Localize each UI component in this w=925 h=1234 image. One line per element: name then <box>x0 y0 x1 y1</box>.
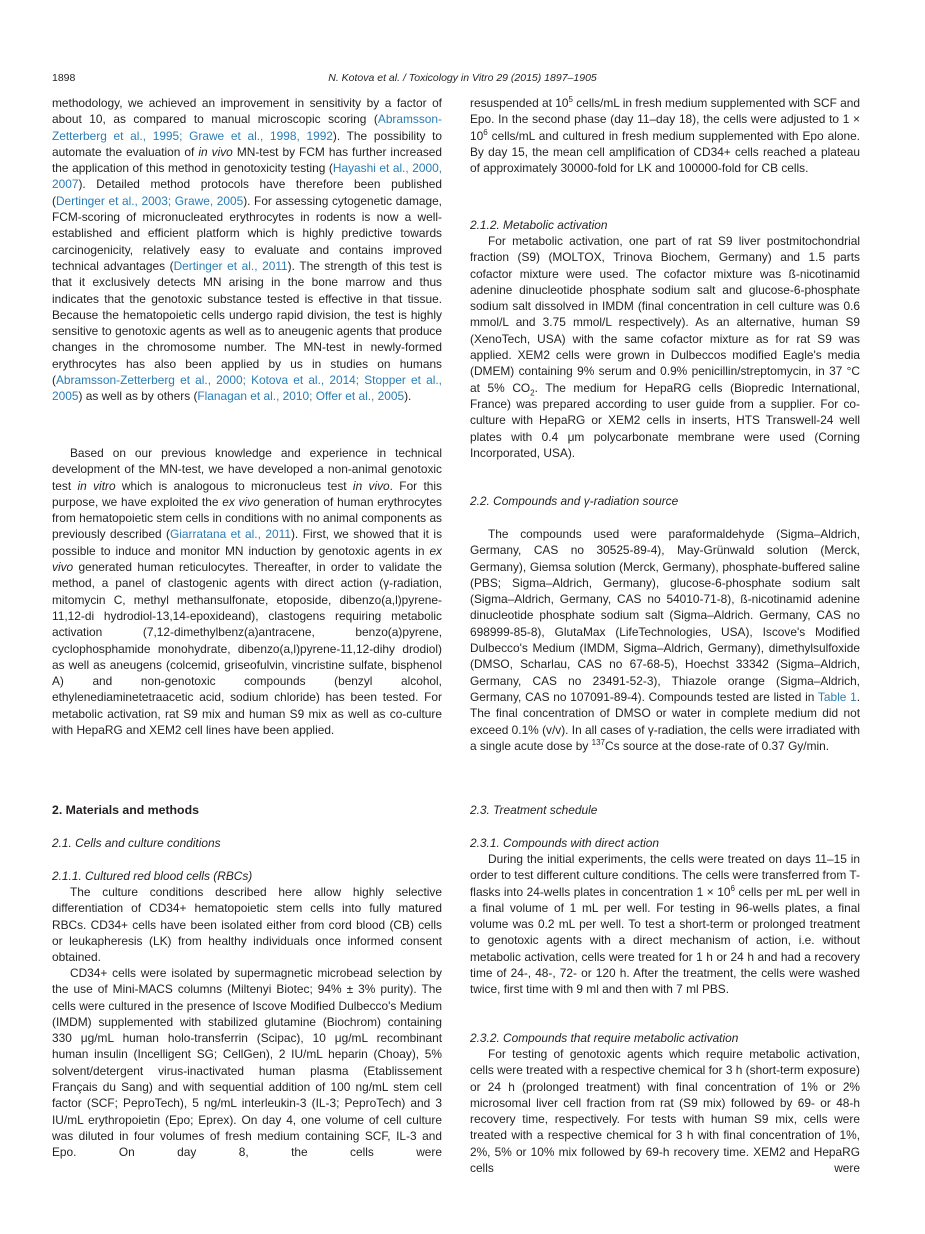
citation-link[interactable]: Dertinger et al., 2011 <box>173 258 288 273</box>
paragraph <box>470 851 860 998</box>
sup-text: 6 <box>483 127 488 137</box>
italic-text: in vivo <box>352 478 390 493</box>
subsubsection-heading: 2.3.1. Compounds with direct action <box>470 836 660 850</box>
text-run: ) as well as by others ( <box>78 389 198 404</box>
text-run: ). The strength of this test is that it exclusively detects MN arising in the bone marrow and thus indicates that the genotoxic substance tested is effective in that tissue. Because the hematopoietic cells undergo rapid division, the test is highly sensitive to genotoxic agents as well as to aneugenic agents that produce changes in the chromosome number. The MN-test in newly-formed erythrocytes has also been applied by us in studies on humans ( <box>52 258 442 388</box>
citation-link[interactable]: Abramsson-Zetterberg et al., 2000; Kotova et al., 2014; Stopper et al., 2005 <box>52 373 442 404</box>
paragraph <box>52 95 442 405</box>
text-run: Cs source at the dose-rate of 0.37 Gy/min. <box>605 738 830 753</box>
subsection-heading: 2.3. Treatment schedule <box>470 803 598 817</box>
text-run: ). The possibility to automate the evaluation of <box>52 128 442 159</box>
text-run: . For this purpose, we have exploited the <box>52 478 442 509</box>
paragraph <box>52 445 442 738</box>
citation-link[interactable]: Dertinger et al., 2003; Grawe, 2005 <box>55 193 244 208</box>
sup-text: 6 <box>730 883 735 893</box>
sup-text: 5 <box>568 95 573 105</box>
text-run: generation of human erythrocytes from hematopoietic stem cells in conditions with no animal components as previously described ( <box>52 494 442 542</box>
italic-text: ex vivo <box>52 543 442 575</box>
paragraph <box>470 1046 860 1176</box>
page-number: 1898 <box>52 72 76 84</box>
paragraph <box>470 526 860 754</box>
text-run: cells/mL and cultured in fresh medium supplemented with Epo alone. By day 15, the mean cell amplification of CD34+ cells reached a plateau of approximately 30000-fold for LK and 100000-fold for CB cells. <box>470 128 860 176</box>
text-run: which is analogous to micronucleus test <box>115 478 353 493</box>
citation-link[interactable]: Giarratana et al., 2011 <box>170 527 291 542</box>
text-run: . The medium for HepaRG cells (Biopredic International, France) was prepared according to user guide from a supplier. For co-culture with HepaRG or XEM2 cells in inserts, HTS Transwell-24 well plates with 0.4 μm polycarbonate membrane were used (Corning Incorporated, USA). <box>470 380 860 460</box>
text-run: The compounds used were paraformaldehyde (Sigma–Aldrich, Germany, CAS no 30525-89-4), May-Grünwald solution (Merck, Germany), Giemsa solution (Merck, Germany), phosphate-buffered saline (PBS; Sigma–Aldrich, Germany), glucose-6-phosphate sodium salt (Sigma–Aldrich, Germany, CAS no 54010-71-8), ß-nicotinamid adenine dinucleotide phosphate sodium salt (Sigma–Aldrich. Germany, CAS no 698999-85-8), GlutaMax (LifeTechnologies, USA), Iscove's Modified Dulbecco's Medium (IMDM, Sigma–Aldrich, Germany), dimethylsulfoxide (DMSO, Scharlau, CAS no 67-68-5), Hoechst 33342 (Sigma–Aldrich, Germany, CAS no 23491-52-3), Thiazole orange (Sigma–Aldrich, Germany, CAS no 107091-89-4). Compounds tested are listed in <box>470 527 860 704</box>
sup-text: 137 <box>591 737 605 747</box>
text-run: resuspended at 10 <box>470 96 569 110</box>
text-run: ). For assessing cytogenetic damage, FCM-scoring of micronucleated erythrocytes in rodents is now a well-established and efficient platform which is highly predictive towards carcinogenicity, relatively easy to evaluate and contains improved technical advantages ( <box>52 193 442 273</box>
text-run: CD34+ cells were isolated by supermagnetic microbead selection by the use of Mini-MACS columns (Miltenyi Biotec; 94% ± 3% purity). The cells were cultured in the presence of Iscove Modified Dulbecco's Medium (IMDM) supplemented with stabilized glutamine (Biochrom) containing 330 μg/mL human holo-transferrin (Scipac), 10 μg/mL recombinant human insulin (Incelligent SG; CellGen), 2 IU/mL heparin (Choay), 5% solvent/detergent virus-inactivated human plasma (Etablissement Français du Sang) and with sequential addition of 100 ng/mL stem cell factor (SCF; PeproTech), 5 ng/mL interleukin-3 (IL-3; PeproTech) and 3 IU/mL erythropoietin (Epo; Eprex). On day 4, one volume of cell culture was diluted in four volumes of fresh medium containing SCF, IL-3 and Epo. On day 8, the cells were <box>52 966 442 1160</box>
text-run: ). First, we showed that it is possible to induce and monitor MN induction by genotoxic agents in <box>52 527 443 558</box>
italic-text: in vitro <box>77 478 116 493</box>
paragraph <box>52 884 442 965</box>
subsection-heading: 2.1. Cells and culture conditions <box>52 836 221 850</box>
paragraph <box>470 233 860 461</box>
text-run: ). Detailed method protocols have therefore been published ( <box>52 177 442 208</box>
section-heading: 2. Materials and methods <box>52 803 199 817</box>
italic-text: ex vivo <box>222 494 260 509</box>
text-run: During the initial experiments, the cells were treated on days 11–15 in order to test different culture conditions. The cells were transferred from T-flasks into 24-wells plates in concentration 1 × 10 <box>470 852 860 899</box>
text-run: cells/mL in fresh medium supplemented with SCF and Epo. In the second phase (day 11–day 18), the cells were adjusted to 1 × 10 <box>470 96 861 143</box>
italic-text: in vivo <box>198 144 233 159</box>
text-run: generated human reticulocytes. Thereafter, in order to validate the method, a panel of clastogenic agents with direct action (γ-radiation, mitomycin C, methyl methansulfonate, etoposide, dibenzo(a,l)pyrene-11,12-di hydrodiol-13,14-epoxideand), clastogens requiring metabolic activation (7,12-dimethylbenz(a)antracene, benzo(a)pyrene, cyclophosphamide monohydrate, dibenzo(a,l)pyrene-11,12-dihy drodiol) as well as aneugens (colcemid, griseofulvin, vincristine sulfate, bisphenol A) and non-genotoxic compounds (benzyl alcohol, ethylenediaminetetraacetic acid, sodium chloride) has been tested. For metabolic activation, rat S9 mix and human S9 mix as well as co-culture with HepaRG and XEM2 cell lines have been applied. <box>52 560 442 738</box>
running-title: N. Kotova et al. / Toxicology in Vitro 29 (2015) 1897–1905 <box>328 72 597 84</box>
text-run: MN-test by FCM has further increased the application of this method in genotoxicity testing ( <box>52 144 442 176</box>
text-run: For testing of genotoxic agents which require metabolic activation, cells were treated with a respective chemical for 3 h (short-term exposure) or 24 h (prolonged treatment) with final concentration of 1% or 2% microsomal liver cell fraction from rat (S9 mix) followed by 69- or 48-h recovery time, respectively. For tests with human S9 mix, cells were treated with a respective chemical for 3 h with final concentration of 1%, 2%, 5% or 10% mix followed by 69-h recovery time. XEM2 and HepaRG cells were <box>470 1047 860 1176</box>
text-run: . The final concentration of DMSO or water in complete medium did not exceed 0.1% (v/v). In all cases of γ-radiation, the cells were irradiated with a single acute dose by <box>470 689 861 753</box>
text-run: cells per mL per well in a final volume of 1 mL per well. For testing in 96-wells plates, a final volume was 0.2 mL per well. To test a short-term or prolonged treatment to genotoxic agents with a direct mechanism of action, i.e. without metabolic activation, cells were treated for 1 h or 24 h and had a recovery time of 24-, 48-, 72- or 120 h. After the treatment, the cells were washed twice, first time with 9 ml and then with 7 ml PBS. <box>470 884 860 997</box>
sub-text: 2 <box>530 388 535 398</box>
citation-link[interactable]: Abramsson-Zetterberg et al., 1995; Grawe et al., 1998, 1992 <box>52 112 442 143</box>
citation-link[interactable]: Hayashi et al., 2000, 2007 <box>52 161 443 192</box>
text-run: ). <box>404 389 412 404</box>
text-run: methodology, we achieved an improvement in sensitivity by a factor of about 10, as compared to manual microscopic scoring ( <box>52 96 442 127</box>
subsubsection-heading: 2.1.2. Metabolic activation <box>470 218 608 232</box>
paragraph <box>470 95 860 176</box>
text-run: The culture conditions described here allow highly selective differentiation of CD34+ hematopoietic stem cells into fully matured RBCs. CD34+ cells have been isolated either from cord blood (CB) cells or leukapheresis (LK) from healthy individuals once informed consent obtained. <box>52 885 442 965</box>
paragraph <box>52 965 442 1161</box>
text-run: For metabolic activation, one part of rat S9 liver postmitochondrial fraction (S9) (MOLTOX, Trinova Biochem, Germany) and 1.5 parts cofactor mixture were used. The cofactor mixture was ß-nicotinamid adenine dinucleotide phosphate sodium salt and glucose-6-phosphate sodium salt dissolved in IMDM (final concentration in cell culture was 0.6 mmol/L and 3.75 mmol/L respectively). As an alternative, human S9 (XenoTech, USA) with the same cofactor mixture as for rat S9 was applied. XEM2 cells were grown in Dulbeccos modified Eagle's media (DMEM) containing 9% serum and 0.9% penicillin/streptomycin, in 37 °C at 5% CO <box>470 234 860 395</box>
subsubsection-heading: 2.1.1. Cultured red blood cells (RBCs) <box>52 869 253 883</box>
text-run: Based on our previous knowledge and experience in technical development of the MN-test, we have developed a non-animal genotoxic test <box>52 446 442 493</box>
citation-link[interactable]: Table 1 <box>817 689 857 704</box>
citation-link[interactable]: Flanagan et al., 2010; Offer et al., 2005 <box>197 389 405 404</box>
subsection-heading: 2.2. Compounds and γ-radiation source <box>470 494 679 508</box>
subsubsection-heading: 2.3.2. Compounds that require metabolic activation <box>470 1031 739 1045</box>
